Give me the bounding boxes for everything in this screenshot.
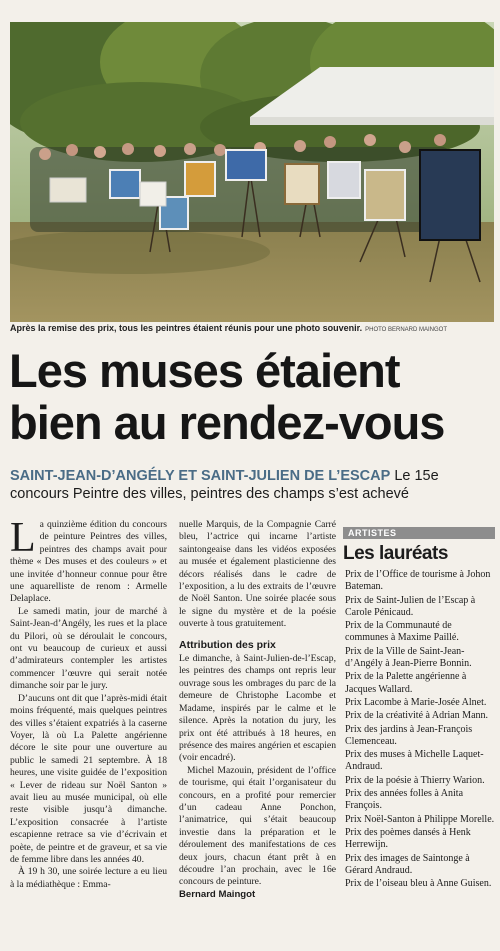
group-photo bbox=[10, 22, 494, 322]
article-paragraph: Michel Mazouin, président de l’office de tourisme, qui était l’organisateur du concours, en a profité pour remercier d’un cadeau Anne Ponchon, l’animatrice, qui s’était beaucoup investie dans la préparation et le déroulement des manifestations de ces deux jours, chacun étant prêt à en découdre l’an prochain, avec le 16e concours de peinture. bbox=[179, 764, 336, 888]
list-item: Prix de l’oiseau bleu à Anne Guisen. bbox=[345, 878, 492, 890]
sidebar-title: Les lauréats bbox=[343, 543, 448, 564]
article-paragraph: Le dimanche, à Saint-Julien-de-l’Escap, les peintres des champs ont repris leur ouvrage sous les ombrages du parc de la demeure de Christophe Lacombe et Madame, inspirés par le calme et le silence. Après la notation du jury, les prix ont été attribués à 18 heures, en présence des maires angérien et escapien (voir encadré). bbox=[179, 653, 336, 764]
list-item: Prix de Saint-Julien de l’Escap à Carole Pénicaud. bbox=[345, 594, 476, 618]
list-item: Prix de la Palette angérienne à Jacques Wallard. bbox=[345, 671, 467, 695]
paragraph-text: a quinzième édition du concours de peinture Peintres des villes, peintres des champs avait pour thème « Des muses et des couleurs » et une invitée d’honneur connue pour être une aquarelliste de renom : Armelle Delaplace. bbox=[10, 519, 167, 605]
article-paragraph: nuelle Marquis, de la Compagnie Carré bleu, l’actrice qui incarne l’artiste saintongeaise dans les vidéos exposées au musée et également plasticienne des décors réalisés dans le cadre de l’exposition, a lu des extraits de l’œuvre de Noël Santon. Une soirée placée sous le signe du mystère et de la poésie ouverte à tous gratuitement. bbox=[179, 519, 336, 630]
list-item: Prix de la Communauté de communes à Maxime Paillé. bbox=[345, 620, 459, 644]
list-item: Prix des images de Saintonge à Gérard Andraud. bbox=[345, 852, 470, 876]
article-column-2 bbox=[179, 519, 336, 949]
list-item: Prix des jardins à Jean-François Clemenceau. bbox=[345, 723, 473, 747]
list-item: Prix de l’Office de tourisme à Johon Bateman. bbox=[345, 569, 491, 593]
section-title: Attribution des prix bbox=[179, 638, 276, 651]
photo-caption bbox=[10, 323, 494, 333]
list-item: Prix des poèmes dansés à Henk Herrewijn. bbox=[345, 826, 471, 851]
list-item: Prix de la créativité à Adrian Mann. bbox=[345, 710, 489, 722]
subhead-place: SAINT-JEAN-D’ANGÉLY ET SAINT-JULIEN DE L’ESCAP bbox=[10, 468, 391, 484]
subhead-text: Le 15e concours Peintre des villes, peintres des champs s’est achevé bbox=[10, 468, 439, 502]
list-item: Prix de la poésie à Thierry Warion. bbox=[345, 774, 485, 786]
article-column-1 bbox=[10, 519, 167, 949]
article-paragraph: Le samedi matin, jour de marché à Saint-Jean-d’Angély, les rues et la place du Pilori, où se déroulait le concours, ont vu beaucoup de curieux et aussi d’admirateurs contempler les artistes commencer l’œuvre qui serait notée dimanche soir par le jury. bbox=[10, 605, 167, 692]
article-paragraph: À 19 h 30, une soirée lecture a eu lieu à la médiathèque : Emma- bbox=[10, 866, 167, 890]
byline: Bernard Maingot bbox=[179, 888, 256, 900]
caption-text: Après la remise des prix, tous les peintres étaient réunis pour une photo souvenir. bbox=[10, 323, 363, 333]
list-item: Prix Noël-Santon à Philippe Morelle. bbox=[345, 813, 495, 825]
sidebar-tag: ARTISTES bbox=[343, 527, 495, 539]
article-paragraph: D’aucuns ont dit que l’après-midi était moins fréquenté, mais quelques peintres des villes s’étaient expatriés à la caserne Voyer, là où La Palette angérienne décore le site pour une ouverture au public le samedi 21 septembre. À 18 heures, une visite guidée de l’exposition « Lever de rideau sur Noël Santon » avait lieu au musée municipal, où elle reste visible jusqu’à dimanche. L’exposition consacrée à l’artiste escapienne retrace sa vie d’écrivain et poète, de peintre et de graveur, et sa vie de femme libre dans les années 40. bbox=[10, 692, 167, 865]
laureates-box bbox=[343, 527, 495, 949]
drop-cap: L bbox=[10, 519, 36, 561]
subhead bbox=[10, 467, 494, 503]
list-item: Prix des années folles à Anita François. bbox=[345, 788, 464, 812]
list-item: Prix des muses à Michelle Laquet-Andraud. bbox=[345, 749, 484, 773]
list-item: Prix de la Ville de Saint-Jean-d’Angély à Jean-Pierre Bonnin. bbox=[345, 645, 472, 670]
laureates-list bbox=[343, 569, 495, 890]
list-item: Prix Lacombe à Marie-Josée Alnet. bbox=[345, 696, 487, 708]
article-body bbox=[10, 519, 336, 949]
photo-credit: PHOTO BERNARD MAINGOT bbox=[365, 327, 448, 333]
article-paragraph bbox=[10, 519, 167, 606]
group-photo-illustration bbox=[10, 22, 494, 322]
headline: Les muses étaient bien au rendez-vous bbox=[9, 344, 445, 449]
